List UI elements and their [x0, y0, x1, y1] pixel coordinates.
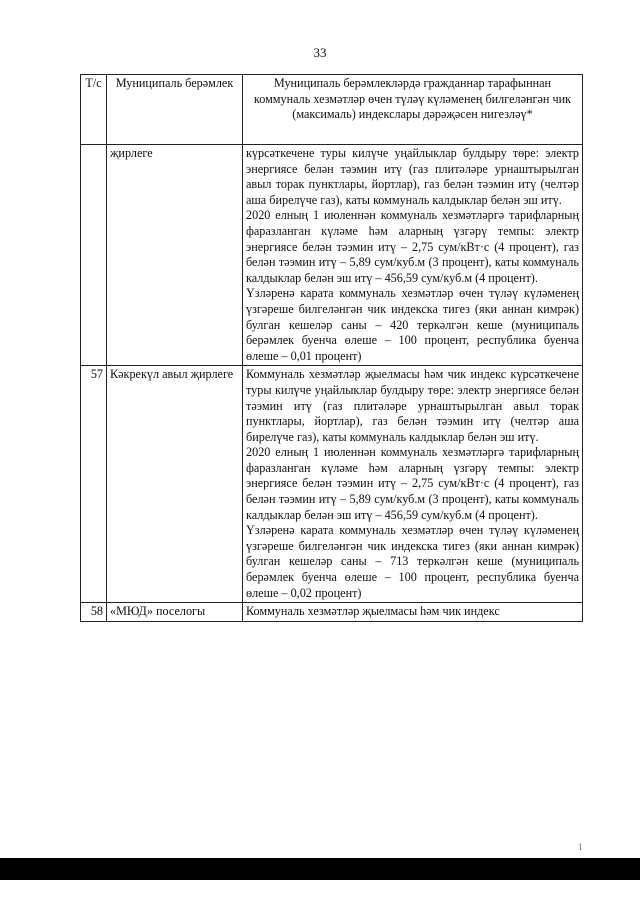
table-header-row [81, 75, 583, 145]
header-municipality: Муниципаль берәмлек [107, 75, 243, 145]
paragraph: Үзләренә карата коммуналь хезмәтләр өчен түләү күләменең үзгәреше билгеләнгән чик индекска тигез (яки аннан кимрәк) булган кешеләр саны – 420 теркәлгән кеше (муниципаль берәмлек буенча өлеше – 100 процент, республика буенча өлеше – 0,01 процент) [246, 286, 579, 363]
row-number: 57 [81, 366, 107, 603]
paragraph: 2020 елның 1 июленнән коммуналь хезмәтләргә тарифларның фаразланган күләме һәм аларның үзгәрү темпы: электр энергиясе белән тәэмин итү – 2,75 сум/кВт·с (4 процент), газ белән тәэмин итү – 5,89 сум/куб.м (3 процент), каты коммуналь калдыклар белән эш итү – 456,59 сум/куб.м (4 процент). [246, 445, 579, 522]
paragraph: күрсәткечене туры килүче уңайлыклар булдыру төре: электр энергиясе белән тәэмин итү (газ плитәләре урнаштырылган авыл торак пунктлары, йортлар), газ белән тәэмин итү (челтәр аша бирелүче газ), каты коммуналь калдыклар белән эш итү. [246, 146, 579, 207]
row-municipality: җирлеге [107, 145, 243, 366]
row-municipality: «МЮД» поселогы [107, 603, 243, 622]
row-number [81, 145, 107, 366]
paragraph: 2020 елның 1 июленнән коммуналь хезмәтләргә тарифларның фаразланган күләме һәм аларның үзгәрү темпы: электр энергиясе белән тәэмин итү – 2,75 сум/кВт·с (4 процент), газ белән тәэмин итү – 5,89 сум/куб.м (3 процент), каты коммуналь калдыклар белән эш итү – 456,59 сум/куб.м (4 процент). [246, 208, 579, 285]
paragraph: Үзләренә карата коммуналь хезмәтләр өчен түләү күләменең үзгәреше билгеләнгән чик индекска тигез (яки аннан кимрәк) булган кешеләр саны – 713 теркәлгән кеше (муниципаль берәмлек буенча өлеше – 100 процент, республика буенча өлеше – 0,02 процент) [246, 523, 579, 600]
footer-mark: 1 [578, 842, 583, 852]
header-index-basis: Муниципаль берәмлекләрдә гражданнар тарафыннан коммуналь хезмәтләр өчен түләү күләменең билгеләнгән чик (максималь) индекслары дәрәҗәсен нигезләү* [243, 75, 583, 145]
row-index-basis [243, 366, 583, 603]
table-row [81, 603, 583, 622]
paragraph: Коммуналь хезмәтләр җыелмасы һәм чик индекс [246, 604, 500, 619]
page-number: 33 [313, 45, 327, 60]
row-municipality: Кәкрекүл авыл җирлеге [107, 366, 243, 603]
row-index-basis [243, 145, 583, 366]
header-number: Т/с [81, 75, 107, 145]
paragraph: Коммуналь хезмәтләр җыелмасы һәм чик индекс күрсәткечене туры килүче уңайлыклар булдыру төре: электр энергиясе белән тәэмин итү (газ плитәләре урнаштырылган авыл торак пунктлары, йортлар), газ белән тәэмин итү (челтәр аша бирелүче газ), каты коммуналь калдыклар белән эш итү. [246, 367, 579, 444]
row-index-basis [243, 603, 583, 622]
table-row [81, 145, 583, 366]
table-row [81, 366, 583, 603]
index-table [80, 74, 583, 622]
row-number: 58 [81, 603, 107, 622]
scan-border-bar [0, 858, 640, 880]
